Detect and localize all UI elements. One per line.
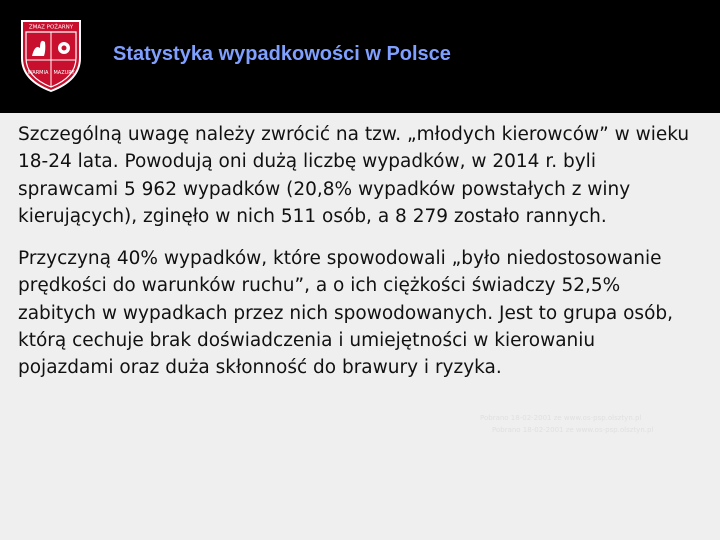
watermark-line-2: Pobrano 18-02-2001 ze www.os-psp.olsztyn.pl [492, 426, 654, 434]
paragraph-1 [18, 121, 720, 230]
text-line: Przyczyną 40% wypadków, które spowodowali „było niedostosowanie [18, 248, 662, 270]
slide-body [18, 121, 720, 382]
fire-service-logo [18, 18, 84, 93]
header-bar [0, 0, 720, 113]
text-line: zabitych w wypadkach przez nich spowodowanych. Jest to grupa osób, [18, 302, 674, 324]
logo-text-left: WARMIA [27, 70, 49, 76]
text-line: pojazdami oraz duża skłonność do brawury i ryzyka. [18, 357, 502, 379]
slide-title: Statystyka wypadkowości w Polsce [113, 43, 451, 65]
text-line: Szczególną uwagę należy zwrócić na tzw. „młodych kierowców” w wieku [18, 124, 690, 145]
text-line: sprawcami 5 962 wypadków (20,8% wypadków powstałych z winy [18, 178, 631, 200]
text-line: 18-24 lata. Powodują oni dużą liczbę wypadków, w 2014 r. byli [18, 151, 596, 173]
text-line: kierujących), zginęło w nich 511 osób, a 8 279 zostało rannych. [18, 205, 607, 227]
logo-text-top: ZMAZ POŻARNY [28, 24, 74, 31]
text-line: prędkości do warunków ruchu”, a o ich ciężkości świadczy 52,5% [18, 275, 621, 297]
logo-text-right: MAZURY [53, 70, 75, 76]
paragraph-2 [18, 245, 720, 381]
watermark-line-1: Pobrano 18-02-2001 ze www.os-psp.olsztyn.pl [480, 414, 642, 422]
text-line: którą cechuje brak doświadczenia i umiejętności w kierowaniu [18, 330, 596, 352]
